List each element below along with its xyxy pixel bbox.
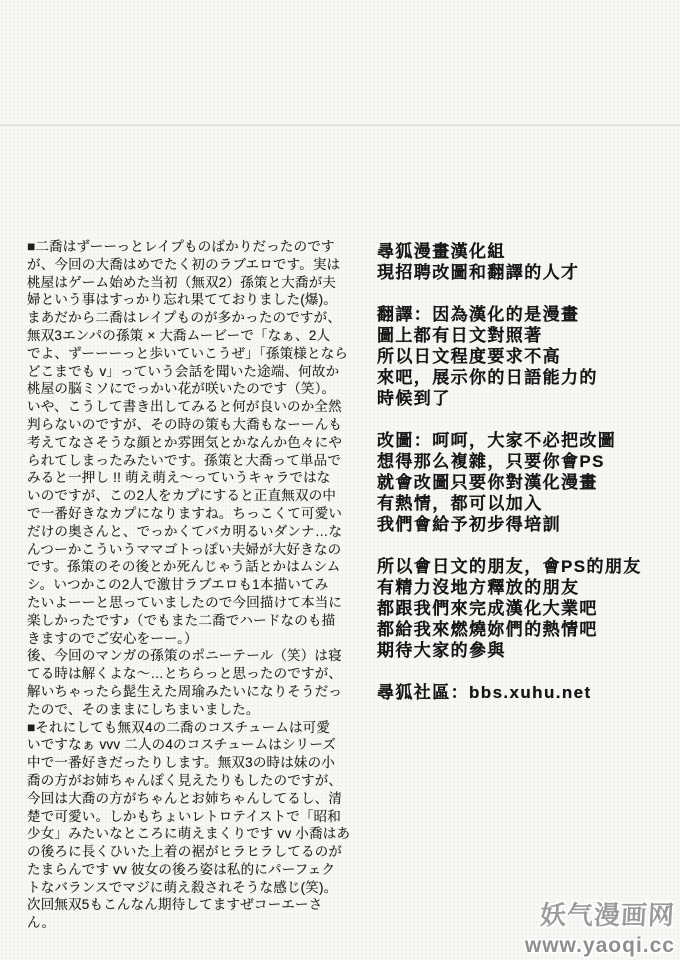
watermark-site-url: www.yaoqi.cc xyxy=(524,934,675,957)
chinese-text-line: 我們會給予初步得培訓 xyxy=(377,515,561,534)
japanese-text-line: きますのでご安心をーー。） xyxy=(27,630,198,646)
japanese-text-line: ■二喬はずーーっとレイプものばかりだったのです xyxy=(27,239,335,254)
chinese-text-line: 都給我來燃燒妳們的熱情吧 xyxy=(377,620,598,639)
japanese-text-line: でよ、ずーーーっと歩いていこうぜ」「孫策様となら xyxy=(27,345,349,361)
watermark-site-name: 妖气漫画网 xyxy=(539,900,676,930)
afterword-japanese-column xyxy=(27,238,365,932)
japanese-text-line: 少女」みたいなところに萌えまくりです vv 小喬はあ xyxy=(27,826,351,842)
japanese-text-line: 桃屋はゲーム始めた当初（無双2）孫策と大喬が夫 xyxy=(27,274,337,290)
japanese-text-line: てる時は解くよな〜…とちらっと思ったのですが、 xyxy=(27,666,343,682)
japanese-text-line: いのですが、この2人をカプにすると正直無双の中 xyxy=(27,488,337,504)
japanese-text-line: で一番好きなカプになりますね。ちっこくて可愛い xyxy=(27,505,343,521)
japanese-text-line: まあだから二喬はレイプものが多かったのですが、 xyxy=(27,310,342,326)
japanese-text-line: られてしまったみたいです。孫策と大喬って単品で xyxy=(27,452,342,468)
scan-artifact-line xyxy=(0,124,680,126)
japanese-text-line: 無双3エンパの孫策 × 大喬ムービーで「なぁ、2人 xyxy=(27,327,331,343)
chinese-text-line: 改圖：呵呵，大家不必把改圖 xyxy=(377,431,617,450)
japanese-text-line: 喬の方がお姉ちゃんぽく見えたりもしたのですが、 xyxy=(27,772,343,788)
japanese-text-line: ん。 xyxy=(27,915,56,931)
japanese-text-line: んつーかこういうママゴトっぽい夫婦が大好きなの xyxy=(27,541,342,557)
watermark xyxy=(525,895,675,958)
japanese-text-line: です。孫策のその後とか死んじゃう話とかはムシム xyxy=(27,559,341,575)
japanese-text-line: 判らないのですが、その時の策も大喬もなーーんも xyxy=(27,416,343,432)
japanese-text-line: 桃屋の脳ミソにでっかい花が咲いたのです（笑）。 xyxy=(27,381,336,397)
japanese-text-line: 今回は大喬の方がちゃんとお姉ちゃんしてるし、清 xyxy=(27,790,343,806)
japanese-text-line: 楚で可愛い。しかもちょいレトロテイストで「昭和 xyxy=(27,808,342,824)
japanese-text-line: 中で一番好きだったりします。無双3の時は妹の小 xyxy=(27,755,336,771)
japanese-text-line: が、今回の大喬はめでたく初のラブエロです。実は xyxy=(27,256,341,272)
chinese-text-line: 所以日文程度要求不高 xyxy=(377,347,561,366)
japanese-text-line: 考えてなさそうな顔とか雰囲気とかなんか色々にや xyxy=(27,434,343,450)
chinese-text-line: 有精力沒地方釋放的朋友 xyxy=(377,578,580,597)
japanese-text-line: だけの奥さんと、でっかくてバカ明るいダンナ…な xyxy=(27,523,343,539)
chinese-text-line: 現招聘改圖和翻譯的人才 xyxy=(377,263,580,282)
japanese-text-line: シ。いつかこの2人で激甘ラブエロも1本描いてみ xyxy=(27,577,329,593)
chinese-text-line: 翻譯：因為漢化的是漫畫 xyxy=(377,305,580,324)
chinese-text-line: 就會改圖只要你對漢化漫畫 xyxy=(377,473,598,492)
japanese-text-line: みると一押し !! 萌え萌え〜っていうキャラではな xyxy=(27,470,331,486)
chinese-text-line: 尋狐漫畫漢化組 xyxy=(377,242,506,261)
japanese-text-line: どこまでも v」っていう会話を聞いた途端、何故か xyxy=(27,363,340,379)
chinese-text-line: 圖上都有日文對照著 xyxy=(377,326,543,345)
chinese-text-line: 有熱情，都可以加入 xyxy=(377,494,543,513)
japanese-text-line: たいよーーと思っていましたので今回描けて本当に xyxy=(27,594,343,610)
japanese-text-line: 後、今回のマンガの孫策のポニーテール（笑）は寝 xyxy=(27,648,342,664)
chinese-text-line xyxy=(377,661,673,682)
chinese-text-line xyxy=(377,535,673,556)
chinese-text-line: 期待大家的參與 xyxy=(377,641,506,660)
chinese-text-line: 想得那么複雜，只要你會PS xyxy=(377,452,605,471)
japanese-text-line: 楽しかったです♪（でもまた二喬でハードなのも描 xyxy=(27,612,336,628)
japanese-text-line: の後ろに長くひいた上着の裾がヒラヒラしてるのが xyxy=(27,844,343,860)
chinese-text-line: 都跟我們來完成漢化大業吧 xyxy=(377,599,598,618)
japanese-text-line: いや、こうして書き出してみると何が良いのか全然 xyxy=(27,399,342,415)
japanese-text-line: たので、そのままにしちまいました。 xyxy=(27,701,260,717)
chinese-text-line xyxy=(377,283,673,304)
chinese-text-line xyxy=(377,409,673,430)
chinese-text-line: 所以會日文的朋友，會PS的朋友 xyxy=(377,557,642,576)
japanese-text-line: トなバランスでマジに萌え殺されそうな感じ(笑)。 xyxy=(27,879,338,895)
japanese-text-line: たまらんです vv 彼女の後ろ姿は私的にパーフェク xyxy=(27,861,336,877)
chinese-text-line: 尋狐社區：bbs.xuhu.net xyxy=(377,683,592,702)
japanese-text-line: 解いちゃったら髭生えた周瑜みたいになりそうだっ xyxy=(27,683,343,699)
japanese-text-line: 婦という事はすっかり忘れ果てておりました(爆)。 xyxy=(27,292,337,308)
japanese-text-line: ■それにしても無双4の二喬のコスチュームは可愛 xyxy=(27,719,331,735)
chinese-text-line: 時候到了 xyxy=(377,389,451,408)
japanese-text-line: いですなぁ vvv 二人の4のコスチュームはシリーズ xyxy=(27,737,337,753)
recruitment-chinese-column xyxy=(377,241,673,703)
japanese-text-line: 次回無双5もこんなん期待してますぜコーエーさ xyxy=(27,897,323,913)
chinese-text-line: 來吧，展示你的日語能力的 xyxy=(377,368,598,387)
